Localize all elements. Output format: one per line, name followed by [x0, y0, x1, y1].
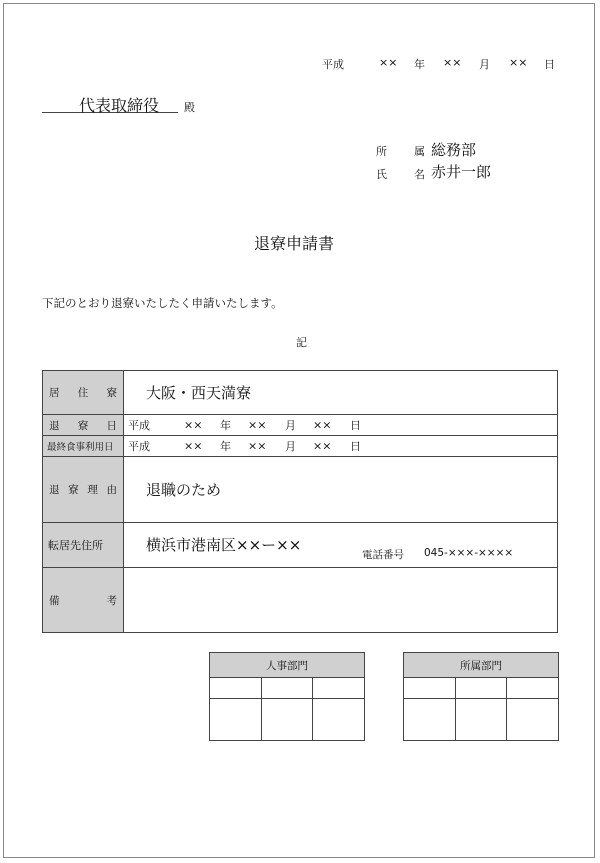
row-remarks	[43, 568, 558, 633]
meal-year-unit: 年	[220, 440, 231, 453]
addressee-title: 代表取締役	[79, 96, 160, 115]
dept-label-2: 属	[414, 145, 425, 158]
leave-month-unit: 月	[285, 419, 296, 432]
header-day-unit: 日	[544, 58, 555, 71]
header-month: ××	[443, 56, 462, 69]
meal-month: ××	[248, 439, 267, 453]
new-address-value: 横浜市港南区××ー××	[146, 536, 302, 554]
residence-value: 大阪・西天満寮	[146, 384, 252, 402]
remarks-label-1: 備	[49, 594, 60, 607]
dept-label-1: 所	[376, 145, 387, 158]
remarks-label-2: 考	[106, 594, 117, 607]
reason-label-4: 由	[106, 484, 117, 496]
row-residence	[43, 371, 558, 415]
name-label-2: 名	[414, 168, 425, 181]
row-leave-date	[43, 415, 558, 436]
document-title: 退寮申請書	[254, 234, 335, 253]
leave-month: ××	[248, 418, 267, 432]
residence-label-3: 寮	[106, 387, 117, 399]
header-month-unit: 月	[479, 58, 490, 71]
dept-stamp-title: 所属部門	[404, 653, 559, 678]
leave-year-unit: 年	[220, 419, 231, 432]
intro-text: 下記のとおり退寮いたしたく申請いたします。	[42, 296, 283, 310]
leave-year: ××	[184, 418, 203, 432]
leave-day: ××	[313, 418, 332, 432]
header-year-unit: 年	[414, 58, 425, 71]
header-era: 平成	[322, 58, 344, 71]
dept-value: 総務部	[431, 141, 477, 159]
meal-month-unit: 月	[285, 440, 296, 453]
meal-era: 平成	[128, 440, 150, 453]
header-date	[322, 56, 562, 72]
reason-label-2: 寮	[68, 484, 79, 496]
dept-stamp-box	[403, 652, 559, 741]
row-reason	[43, 457, 558, 523]
name-value: 赤井一郎	[431, 163, 492, 181]
ki-label: 記	[296, 336, 307, 349]
reason-value: 退職のため	[146, 481, 222, 499]
residence-label-1: 居	[49, 387, 60, 399]
leave-label-2: 寮	[77, 419, 89, 432]
phone-label: 電話番号	[362, 549, 404, 561]
header-year: ××	[379, 56, 398, 69]
header-day: ××	[509, 56, 528, 69]
hr-stamp-title: 人事部門	[210, 653, 365, 678]
residence-label-2: 住	[77, 387, 89, 399]
reason-label-3: 理	[87, 484, 98, 496]
addressee-honorific: 殿	[184, 101, 195, 114]
leave-label-1: 退	[49, 419, 60, 432]
row-last-meal	[43, 436, 558, 457]
last-meal-label: 最終食事利用日	[47, 442, 114, 453]
phone-value: 045-×××-××××	[424, 547, 514, 559]
leave-day-unit: 日	[350, 419, 361, 432]
reason-label-1: 退	[49, 484, 60, 496]
leave-label-3: 日	[106, 419, 117, 432]
hr-stamp-box	[209, 652, 365, 741]
meal-day: ××	[313, 439, 332, 453]
new-address-label: 転居先住所	[48, 539, 103, 552]
meal-year: ××	[184, 439, 203, 453]
application-table	[42, 370, 558, 633]
remarks-value	[124, 568, 558, 633]
name-label-1: 氏	[376, 168, 387, 181]
leave-era: 平成	[128, 419, 150, 432]
row-new-address	[43, 523, 558, 568]
meal-day-unit: 日	[350, 440, 361, 453]
